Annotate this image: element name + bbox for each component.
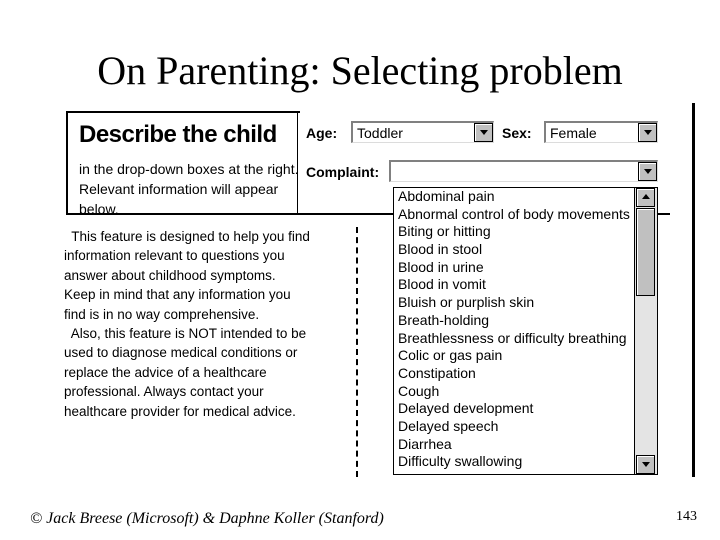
chevron-down-icon[interactable] — [474, 123, 493, 142]
complaint-option[interactable]: Breath-holding — [398, 311, 490, 328]
scroll-up-arrow-icon[interactable] — [636, 188, 655, 207]
chevron-down-icon[interactable] — [638, 162, 657, 181]
info-line: Also, this feature is NOT intended to be — [64, 326, 307, 342]
chevron-down-icon[interactable] — [638, 123, 657, 142]
app-screenshot — [62, 103, 695, 477]
disclaimer-text — [64, 227, 344, 421]
info-line: healthcare provider for medical advice. — [64, 403, 296, 419]
complaint-option[interactable]: Breathlessness or difficulty breathing — [398, 329, 627, 346]
describe-panel — [66, 111, 300, 217]
complaint-option[interactable]: Biting or hitting — [398, 223, 491, 240]
page-number: 143 — [676, 509, 697, 524]
info-line: replace the advice of a healthcare — [64, 364, 267, 380]
info-line: used to diagnose medical conditions or — [64, 345, 298, 361]
complaint-option[interactable]: Blood in vomit — [398, 276, 486, 293]
slide-title: On Parenting: Selecting problem — [97, 48, 623, 93]
age-label: Age: — [306, 125, 338, 141]
complaint-option[interactable]: Abdominal pain — [398, 188, 495, 204]
age-select[interactable] — [351, 121, 494, 143]
age-value: Toddler — [357, 125, 403, 141]
scrollbar-thumb[interactable] — [636, 208, 655, 296]
complaint-option[interactable]: Diarrhea — [398, 435, 452, 452]
complaint-option[interactable]: Cough — [398, 382, 440, 399]
info-line: Keep in mind that any information you — [64, 287, 291, 303]
describe-heading: Describe the child — [79, 121, 277, 148]
sex-label: Sex: — [502, 125, 532, 141]
scroll-down-arrow-icon[interactable] — [636, 455, 655, 474]
info-line: answer about childhood symptoms. — [64, 267, 276, 283]
info-line: This feature is designed to help you find — [64, 229, 310, 244]
info-line: professional. Always contact your — [64, 384, 264, 400]
sex-select[interactable] — [544, 121, 658, 143]
info-line: find is in no way comprehensive. — [64, 306, 260, 322]
sex-value: Female — [550, 125, 597, 141]
complaint-option[interactable]: Constipation — [398, 364, 476, 381]
describe-text: in the drop-down boxes at the right. Relevant information will appear below. — [79, 161, 299, 217]
dashed-divider — [356, 227, 358, 477]
complaint-select[interactable] — [389, 160, 658, 182]
complaint-option[interactable]: Blood in stool — [398, 241, 483, 258]
complaint-option[interactable]: Blood in urine — [398, 258, 484, 275]
complaint-option[interactable]: Delayed speech — [398, 417, 499, 434]
complaint-label: Complaint: — [306, 164, 380, 180]
complaint-option[interactable]: Abnormal control of body movements — [398, 205, 630, 222]
slide-footer: © Jack Breese (Microsoft) & Daphne Koller (Stanford) — [30, 510, 384, 527]
info-line: information relevant to questions you — [64, 248, 285, 264]
complaint-option[interactable]: Difficulty swallowing — [398, 453, 523, 470]
complaint-option[interactable]: Colic or gas pain — [398, 347, 503, 364]
panel-divider — [297, 113, 298, 213]
complaint-dropdown-list[interactable] — [393, 187, 658, 475]
complaint-option[interactable]: Bluish or purplish skin — [398, 294, 535, 311]
complaint-option[interactable]: Delayed development — [398, 400, 534, 417]
dropdown-scrollbar[interactable] — [634, 188, 657, 474]
